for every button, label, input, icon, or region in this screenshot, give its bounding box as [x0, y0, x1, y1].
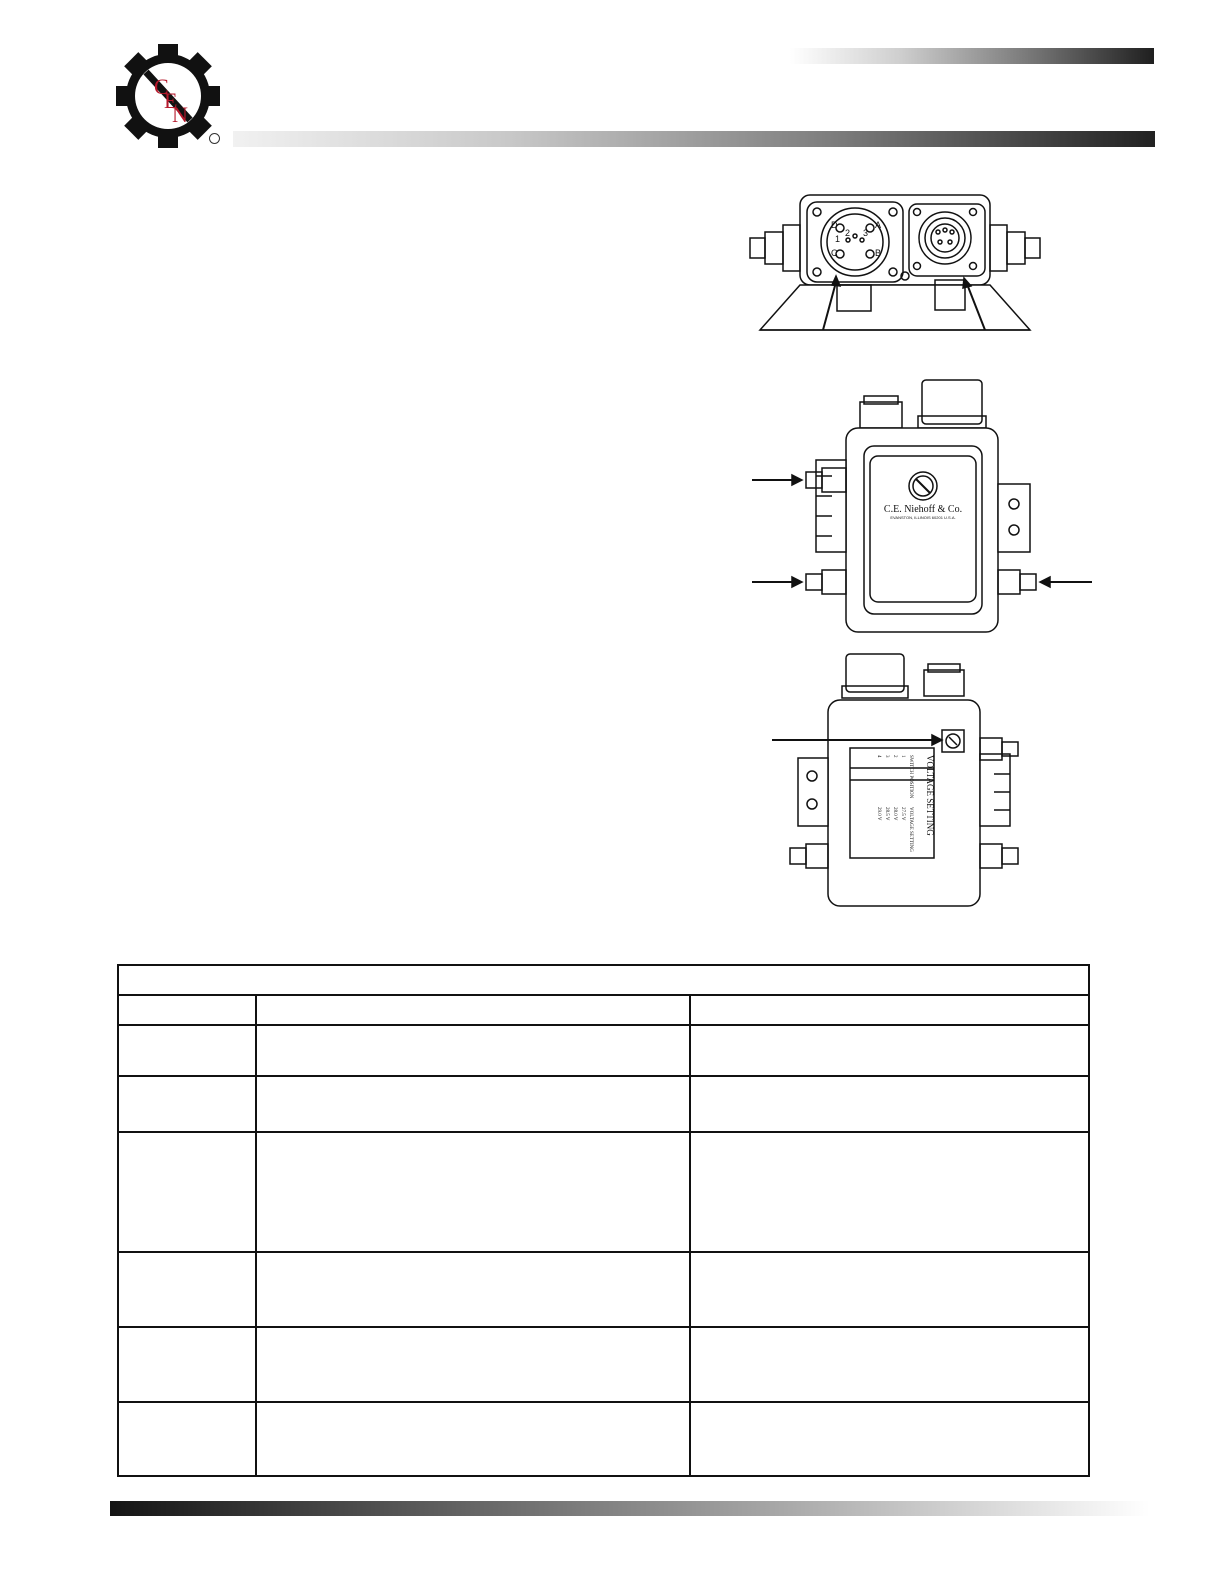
- table-title: [118, 965, 1089, 995]
- header-gradient-bar-long: [233, 131, 1155, 147]
- table-cell: [690, 1025, 1089, 1076]
- cen-logo: [112, 44, 224, 148]
- table-cell: [118, 1327, 256, 1402]
- table-cell: [690, 1252, 1089, 1327]
- table-cell: [118, 1076, 256, 1132]
- registered-mark: [209, 133, 220, 144]
- table-cell: [690, 1132, 1089, 1252]
- gear-logo-icon: [112, 44, 224, 148]
- table-cell: [118, 1025, 256, 1076]
- rear-label-vheader: VOLTAGE SETTING: [908, 807, 913, 852]
- table-header-col3: [690, 995, 1089, 1025]
- figure-top-view: [745, 190, 1045, 340]
- table-cell: [690, 1327, 1089, 1402]
- rear-label-sw3: 3: [884, 755, 889, 758]
- table-cell: [256, 1025, 690, 1076]
- figure-rear-view: [770, 650, 1030, 912]
- header-gradient-bar-short: [790, 48, 1154, 64]
- table-cell: [256, 1327, 690, 1402]
- table-cell: [118, 1252, 256, 1327]
- rear-label-v3: 28.5 V: [884, 807, 889, 821]
- figure-front-view: [750, 376, 1095, 636]
- table-cell: [118, 1132, 256, 1252]
- table-row: [118, 1252, 1089, 1327]
- pin-label-a: A: [875, 220, 882, 230]
- table-cell: [690, 1076, 1089, 1132]
- table-row: [118, 1402, 1089, 1476]
- logo-letter-e: E: [164, 88, 178, 113]
- table-row: [118, 1025, 1089, 1076]
- rear-label-sw2: 2: [892, 755, 897, 758]
- table-header-col1: [118, 995, 256, 1025]
- rear-label-v1: 27.5 V: [900, 807, 905, 821]
- rear-label-v4: 29.0 V: [876, 807, 881, 821]
- logo-letter-c: C: [154, 74, 169, 99]
- rear-label-sw1: 1: [900, 755, 905, 758]
- pin-label-c: C: [831, 248, 838, 258]
- rear-label-title: VOLTAGE SETTING: [925, 755, 935, 836]
- table-cell: [118, 1402, 256, 1476]
- pin-label-1: 1: [835, 234, 841, 244]
- rear-label-sw4: 4: [876, 755, 881, 758]
- rear-label-v2: 28.0 V: [892, 807, 897, 821]
- spec-table: [117, 964, 1090, 1477]
- table-row: [118, 1076, 1089, 1132]
- table-header-col2: [256, 995, 690, 1025]
- pin-label-d: D: [831, 220, 838, 230]
- table-cell: [256, 1076, 690, 1132]
- front-company-name: C.E. Niehoff & Co.: [883, 504, 963, 515]
- table-row: [118, 1132, 1089, 1252]
- table-cell: [256, 1402, 690, 1476]
- front-company-tagline: EVANSTON, ILLINOIS 60201 U.S.A.: [890, 515, 956, 520]
- rear-label-header: SWITCH POSITION: [908, 755, 913, 799]
- pin-label-3: 3: [863, 228, 869, 238]
- footer-gradient-bar: [110, 1501, 1150, 1516]
- pin-label-b: B: [875, 248, 882, 258]
- pin-label-2: 2: [845, 228, 851, 238]
- table-cell: [256, 1132, 690, 1252]
- table-row: [118, 1327, 1089, 1402]
- table-cell: [256, 1252, 690, 1327]
- table-cell: [690, 1402, 1089, 1476]
- logo-letter-n: N: [172, 102, 188, 127]
